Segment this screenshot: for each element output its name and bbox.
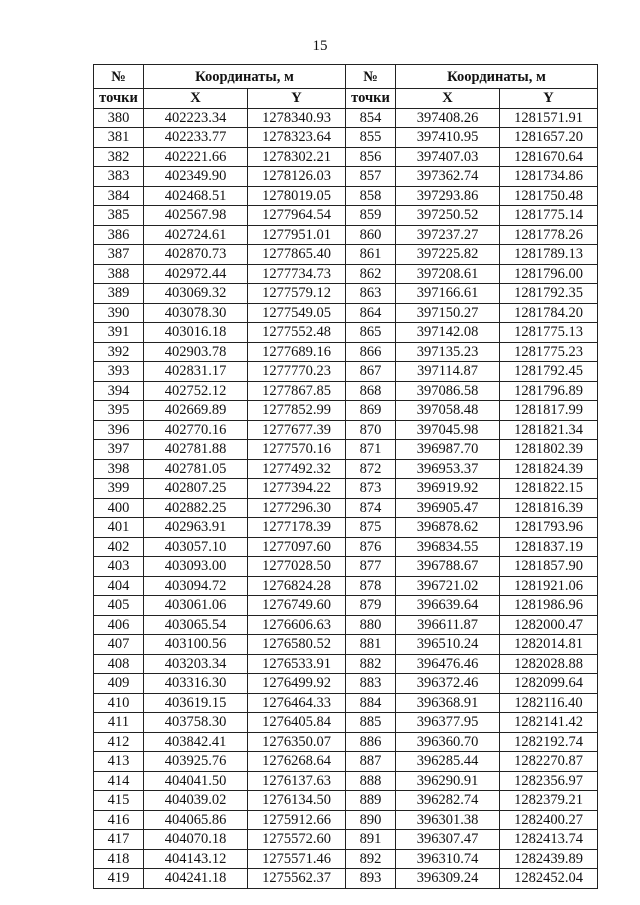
x-cell: 403061.06	[144, 596, 248, 616]
y-cell: 1281775.14	[500, 206, 598, 226]
y-cell: 1277677.39	[248, 420, 346, 440]
x-cell: 402903.78	[144, 342, 248, 362]
point-number-cell: 385	[94, 206, 144, 226]
x-cell: 402468.51	[144, 186, 248, 206]
x-cell: 402724.61	[144, 225, 248, 245]
y-cell: 1277570.16	[248, 440, 346, 460]
y-cell: 1277951.01	[248, 225, 346, 245]
y-cell: 1281750.48	[500, 186, 598, 206]
y-cell: 1281821.34	[500, 420, 598, 440]
point-number-cell: 886	[346, 732, 396, 752]
x-cell: 397410.95	[396, 128, 500, 148]
point-number-cell: 414	[94, 771, 144, 791]
y-cell: 1281792.35	[500, 284, 598, 304]
x-cell: 402882.25	[144, 498, 248, 518]
table-row	[94, 108, 598, 128]
point-number-cell: 855	[346, 128, 396, 148]
point-number-cell: 407	[94, 635, 144, 655]
x-cell: 397114.87	[396, 362, 500, 382]
x-cell: 396611.87	[396, 615, 500, 635]
y-cell: 1282141.42	[500, 713, 598, 733]
y-cell: 1281793.96	[500, 518, 598, 538]
y-cell: 1282439.89	[500, 849, 598, 869]
x-cell: 397150.27	[396, 303, 500, 323]
y-cell: 1281775.13	[500, 323, 598, 343]
point-number-cell: 395	[94, 401, 144, 421]
point-number-cell: 387	[94, 245, 144, 265]
point-number-cell: 409	[94, 674, 144, 694]
table-row	[94, 830, 598, 850]
table-row	[94, 674, 598, 694]
point-number-cell: 403	[94, 557, 144, 577]
y-cell: 1281571.91	[500, 108, 598, 128]
point-number-cell: 405	[94, 596, 144, 616]
y-cell: 1276134.50	[248, 791, 346, 811]
point-number-cell: 876	[346, 537, 396, 557]
y-cell: 1278126.03	[248, 167, 346, 187]
x-cell: 404070.18	[144, 830, 248, 850]
x-cell: 396301.38	[396, 810, 500, 830]
y-cell: 1277964.54	[248, 206, 346, 226]
x-cell: 404041.50	[144, 771, 248, 791]
x-cell: 396360.70	[396, 732, 500, 752]
y-cell: 1282356.97	[500, 771, 598, 791]
x-cell: 396377.95	[396, 713, 500, 733]
point-number-cell: 389	[94, 284, 144, 304]
y-cell: 1282452.04	[500, 869, 598, 889]
point-number-cell: 863	[346, 284, 396, 304]
x-cell: 397058.48	[396, 401, 500, 421]
table-row	[94, 323, 598, 343]
x-cell: 397237.27	[396, 225, 500, 245]
point-number-cell: 872	[346, 459, 396, 479]
x-cell: 396987.70	[396, 440, 500, 460]
point-number-cell: 873	[346, 479, 396, 499]
x-cell: 396639.64	[396, 596, 500, 616]
table-row	[94, 615, 598, 635]
x-cell: 396307.47	[396, 830, 500, 850]
y-cell: 1275912.66	[248, 810, 346, 830]
table-row	[94, 362, 598, 382]
x-cell: 404241.18	[144, 869, 248, 889]
table-row	[94, 518, 598, 538]
point-number-cell: 394	[94, 381, 144, 401]
point-number-cell: 410	[94, 693, 144, 713]
x-cell: 402963.91	[144, 518, 248, 538]
y-cell: 1277394.22	[248, 479, 346, 499]
table-row	[94, 810, 598, 830]
x-cell: 396878.62	[396, 518, 500, 538]
x-cell: 404039.02	[144, 791, 248, 811]
x-cell: 396721.02	[396, 576, 500, 596]
y-cell: 1277028.50	[248, 557, 346, 577]
point-number-cell: 867	[346, 362, 396, 382]
x-header-right: X	[396, 89, 500, 109]
x-cell: 396834.55	[396, 537, 500, 557]
point-number-cell: 871	[346, 440, 396, 460]
point-number-cell: 890	[346, 810, 396, 830]
table-row	[94, 791, 598, 811]
table-row	[94, 264, 598, 284]
x-cell: 397250.52	[396, 206, 500, 226]
x-cell: 404065.86	[144, 810, 248, 830]
y-header-left: Y	[248, 89, 346, 109]
x-header-left: X	[144, 89, 248, 109]
point-number-cell: 877	[346, 557, 396, 577]
point-number-cell: 857	[346, 167, 396, 187]
point-number-cell: 860	[346, 225, 396, 245]
point-number-cell: 858	[346, 186, 396, 206]
point-number-cell: 386	[94, 225, 144, 245]
x-cell: 402781.88	[144, 440, 248, 460]
y-cell: 1277865.40	[248, 245, 346, 265]
coordinates-header-left: Координаты, м	[144, 65, 346, 89]
x-cell: 402221.66	[144, 147, 248, 167]
y-cell: 1281670.64	[500, 147, 598, 167]
point-number-cell: 411	[94, 713, 144, 733]
y-cell: 1282116.40	[500, 693, 598, 713]
x-cell: 402349.90	[144, 167, 248, 187]
point-number-cell: 882	[346, 654, 396, 674]
y-header-right: Y	[500, 89, 598, 109]
point-number-cell: 402	[94, 537, 144, 557]
y-cell: 1277852.99	[248, 401, 346, 421]
point-number-cell: 412	[94, 732, 144, 752]
table-row	[94, 401, 598, 421]
point-number-cell: 866	[346, 342, 396, 362]
point-number-cell: 415	[94, 791, 144, 811]
y-cell: 1278340.93	[248, 108, 346, 128]
x-cell: 397408.26	[396, 108, 500, 128]
point-number-cell: 381	[94, 128, 144, 148]
y-cell: 1281816.39	[500, 498, 598, 518]
x-cell: 403057.10	[144, 537, 248, 557]
point-number-cell: 875	[346, 518, 396, 538]
point-number-cell: 413	[94, 752, 144, 772]
x-cell: 397166.61	[396, 284, 500, 304]
y-cell: 1275562.37	[248, 869, 346, 889]
point-number-cell: 416	[94, 810, 144, 830]
y-cell: 1281921.06	[500, 576, 598, 596]
point-number-cell: 399	[94, 479, 144, 499]
y-cell: 1276749.60	[248, 596, 346, 616]
coordinates-table	[93, 64, 598, 889]
x-cell: 403094.72	[144, 576, 248, 596]
table-row	[94, 206, 598, 226]
table-row	[94, 869, 598, 889]
point-number-cell: 868	[346, 381, 396, 401]
y-cell: 1276137.63	[248, 771, 346, 791]
x-cell: 396309.24	[396, 869, 500, 889]
point-number-cell: 397	[94, 440, 144, 460]
point-number-cell: 878	[346, 576, 396, 596]
point-number-cell: 885	[346, 713, 396, 733]
y-cell: 1281778.26	[500, 225, 598, 245]
table-header	[94, 65, 598, 109]
table-row	[94, 732, 598, 752]
y-cell: 1278019.05	[248, 186, 346, 206]
table-row	[94, 479, 598, 499]
y-cell: 1278302.21	[248, 147, 346, 167]
x-cell: 403842.41	[144, 732, 248, 752]
x-cell: 397208.61	[396, 264, 500, 284]
x-cell: 396285.44	[396, 752, 500, 772]
table-row	[94, 303, 598, 323]
point-number-cell: 869	[346, 401, 396, 421]
page-number: 15	[312, 38, 328, 54]
point-number-cell: 854	[346, 108, 396, 128]
y-cell: 1281792.45	[500, 362, 598, 382]
x-cell: 396953.37	[396, 459, 500, 479]
y-cell: 1275571.46	[248, 849, 346, 869]
point-number-cell: 865	[346, 323, 396, 343]
y-cell: 1276580.52	[248, 635, 346, 655]
x-cell: 396282.74	[396, 791, 500, 811]
table-row	[94, 284, 598, 304]
table-row	[94, 167, 598, 187]
x-cell: 403316.30	[144, 674, 248, 694]
x-cell: 402233.77	[144, 128, 248, 148]
y-cell: 1277867.85	[248, 381, 346, 401]
x-cell: 403758.30	[144, 713, 248, 733]
table-row	[94, 420, 598, 440]
point-label-right: точки	[346, 89, 396, 109]
coordinates-header-right: Координаты, м	[396, 65, 598, 89]
y-cell: 1282379.21	[500, 791, 598, 811]
y-cell: 1277689.16	[248, 342, 346, 362]
x-cell: 402870.73	[144, 245, 248, 265]
y-cell: 1282000.47	[500, 615, 598, 635]
y-cell: 1276606.63	[248, 615, 346, 635]
table-row	[94, 498, 598, 518]
x-cell: 403619.15	[144, 693, 248, 713]
point-number-cell: 893	[346, 869, 396, 889]
y-cell: 1276350.07	[248, 732, 346, 752]
y-cell: 1281837.19	[500, 537, 598, 557]
point-number-header-left: №	[94, 65, 144, 89]
y-cell: 1282099.64	[500, 674, 598, 694]
table-row	[94, 537, 598, 557]
point-number-cell: 891	[346, 830, 396, 850]
point-number-cell: 401	[94, 518, 144, 538]
x-cell: 402752.12	[144, 381, 248, 401]
y-cell: 1281657.20	[500, 128, 598, 148]
y-cell: 1282192.74	[500, 732, 598, 752]
point-number-cell: 889	[346, 791, 396, 811]
table-row	[94, 342, 598, 362]
point-number-cell: 862	[346, 264, 396, 284]
y-cell: 1276464.33	[248, 693, 346, 713]
table-row	[94, 557, 598, 577]
x-cell: 396368.91	[396, 693, 500, 713]
x-cell: 396788.67	[396, 557, 500, 577]
y-cell: 1278323.64	[248, 128, 346, 148]
y-cell: 1281817.99	[500, 401, 598, 421]
y-cell: 1277770.23	[248, 362, 346, 382]
point-number-cell: 883	[346, 674, 396, 694]
table-row	[94, 381, 598, 401]
y-cell: 1276268.64	[248, 752, 346, 772]
point-number-cell: 393	[94, 362, 144, 382]
point-number-cell: 418	[94, 849, 144, 869]
point-number-cell: 861	[346, 245, 396, 265]
y-cell: 1281789.13	[500, 245, 598, 265]
x-cell: 404143.12	[144, 849, 248, 869]
table-row	[94, 245, 598, 265]
table-row	[94, 654, 598, 674]
point-number-cell: 383	[94, 167, 144, 187]
x-cell: 403925.76	[144, 752, 248, 772]
x-cell: 397086.58	[396, 381, 500, 401]
x-cell: 402669.89	[144, 401, 248, 421]
table-row	[94, 440, 598, 460]
x-cell: 396510.24	[396, 635, 500, 655]
x-cell: 402567.98	[144, 206, 248, 226]
x-cell: 397142.08	[396, 323, 500, 343]
y-cell: 1281784.20	[500, 303, 598, 323]
table-row	[94, 752, 598, 772]
point-number-cell: 856	[346, 147, 396, 167]
y-cell: 1281734.86	[500, 167, 598, 187]
point-number-cell: 408	[94, 654, 144, 674]
table-row	[94, 225, 598, 245]
x-cell: 402223.34	[144, 108, 248, 128]
point-number-cell: 406	[94, 615, 144, 635]
x-cell: 402781.05	[144, 459, 248, 479]
y-cell: 1275572.60	[248, 830, 346, 850]
x-cell: 403093.00	[144, 557, 248, 577]
y-cell: 1277097.60	[248, 537, 346, 557]
point-number-cell: 417	[94, 830, 144, 850]
table-row	[94, 713, 598, 733]
y-cell: 1281775.23	[500, 342, 598, 362]
table-row	[94, 635, 598, 655]
y-cell: 1276405.84	[248, 713, 346, 733]
y-cell: 1277492.32	[248, 459, 346, 479]
point-number-cell: 879	[346, 596, 396, 616]
x-cell: 397362.74	[396, 167, 500, 187]
point-number-cell: 380	[94, 108, 144, 128]
x-cell: 403069.32	[144, 284, 248, 304]
x-cell: 403065.54	[144, 615, 248, 635]
point-number-cell: 874	[346, 498, 396, 518]
point-number-cell: 884	[346, 693, 396, 713]
x-cell: 402972.44	[144, 264, 248, 284]
point-number-cell: 870	[346, 420, 396, 440]
point-number-cell: 396	[94, 420, 144, 440]
point-number-cell: 391	[94, 323, 144, 343]
x-cell: 402770.16	[144, 420, 248, 440]
table-row	[94, 186, 598, 206]
y-cell: 1281824.39	[500, 459, 598, 479]
y-cell: 1282400.27	[500, 810, 598, 830]
x-cell: 397407.03	[396, 147, 500, 167]
point-number-cell: 419	[94, 869, 144, 889]
x-cell: 396919.92	[396, 479, 500, 499]
x-cell: 397293.86	[396, 186, 500, 206]
y-cell: 1281857.90	[500, 557, 598, 577]
point-number-cell: 887	[346, 752, 396, 772]
table-row	[94, 459, 598, 479]
y-cell: 1277734.73	[248, 264, 346, 284]
point-number-cell: 384	[94, 186, 144, 206]
table-row	[94, 576, 598, 596]
x-cell: 403100.56	[144, 635, 248, 655]
y-cell: 1276533.91	[248, 654, 346, 674]
y-cell: 1282270.87	[500, 752, 598, 772]
point-number-cell: 388	[94, 264, 144, 284]
x-cell: 402831.17	[144, 362, 248, 382]
x-cell: 397045.98	[396, 420, 500, 440]
table-row	[94, 147, 598, 167]
point-number-cell: 892	[346, 849, 396, 869]
x-cell: 397225.82	[396, 245, 500, 265]
point-number-cell: 404	[94, 576, 144, 596]
y-cell: 1277552.48	[248, 323, 346, 343]
table-row	[94, 771, 598, 791]
x-cell: 396476.46	[396, 654, 500, 674]
y-cell: 1277549.05	[248, 303, 346, 323]
point-number-cell: 888	[346, 771, 396, 791]
table-row	[94, 693, 598, 713]
y-cell: 1277296.30	[248, 498, 346, 518]
table-body	[94, 108, 598, 888]
x-cell: 402807.25	[144, 479, 248, 499]
point-number-cell: 382	[94, 147, 144, 167]
x-cell: 403078.30	[144, 303, 248, 323]
x-cell: 396372.46	[396, 674, 500, 694]
y-cell: 1276824.28	[248, 576, 346, 596]
x-cell: 396905.47	[396, 498, 500, 518]
y-cell: 1277579.12	[248, 284, 346, 304]
y-cell: 1281802.39	[500, 440, 598, 460]
x-cell: 403016.18	[144, 323, 248, 343]
x-cell: 403203.34	[144, 654, 248, 674]
y-cell: 1281796.00	[500, 264, 598, 284]
x-cell: 396310.74	[396, 849, 500, 869]
table-row	[94, 128, 598, 148]
point-number-cell: 881	[346, 635, 396, 655]
y-cell: 1282028.88	[500, 654, 598, 674]
point-number-header-right: №	[346, 65, 396, 89]
y-cell: 1281822.15	[500, 479, 598, 499]
point-number-cell: 392	[94, 342, 144, 362]
point-number-cell: 864	[346, 303, 396, 323]
y-cell: 1281986.96	[500, 596, 598, 616]
y-cell: 1282014.81	[500, 635, 598, 655]
y-cell: 1277178.39	[248, 518, 346, 538]
point-number-cell: 880	[346, 615, 396, 635]
point-number-cell: 398	[94, 459, 144, 479]
table-row	[94, 596, 598, 616]
point-number-cell: 400	[94, 498, 144, 518]
x-cell: 397135.23	[396, 342, 500, 362]
y-cell: 1276499.92	[248, 674, 346, 694]
point-number-cell: 390	[94, 303, 144, 323]
y-cell: 1281796.89	[500, 381, 598, 401]
y-cell: 1282413.74	[500, 830, 598, 850]
point-number-cell: 859	[346, 206, 396, 226]
table-row	[94, 849, 598, 869]
x-cell: 396290.91	[396, 771, 500, 791]
point-label-left: точки	[94, 89, 144, 109]
